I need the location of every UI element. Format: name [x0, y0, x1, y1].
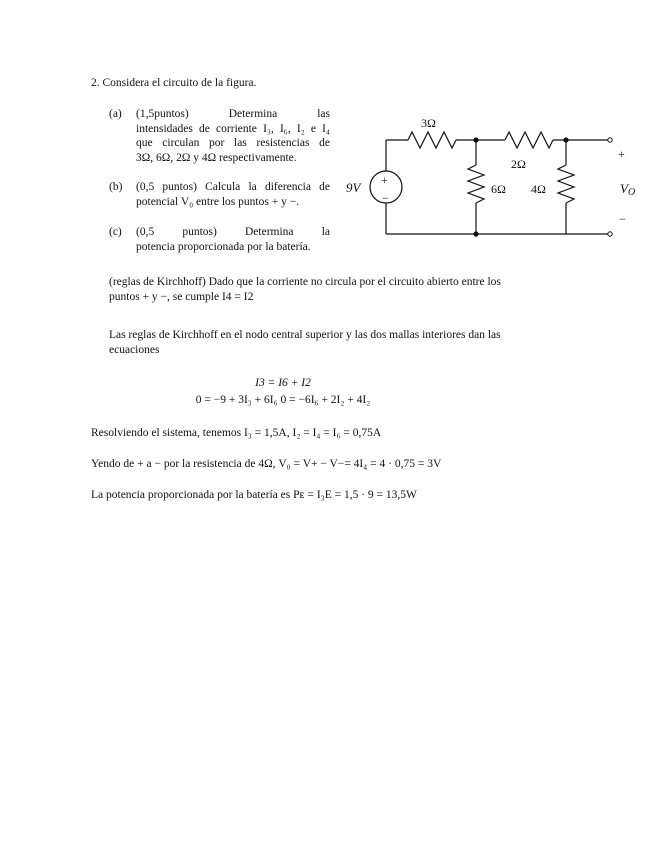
problem-number: 2.: [91, 77, 100, 89]
label-source: 9V: [346, 180, 361, 195]
problem-title: Considera el circuito de la figura.: [102, 77, 257, 89]
resistor-4ohm: [558, 165, 574, 203]
equation-2: 0 = −9 + 3I₃ + 6I₆ 0 = −6I₆ + 2I₂ + 4I₂: [195, 394, 371, 406]
part-a-tag: (a): [109, 108, 122, 120]
label-source-minus: −: [382, 191, 389, 205]
node-top-center: [473, 137, 478, 142]
part-b-line-1: (0,5 puntos) Calcula la diferencia de: [136, 181, 330, 193]
label-vout: VO: [620, 181, 635, 198]
part-a-line-3: que circulan por las resistencias de: [136, 137, 330, 149]
part-a-line-4: 3Ω, 6Ω, 2Ω y 4Ω respectivamente.: [136, 151, 297, 164]
terminal-plus: [608, 138, 612, 142]
part-c-line-1: (0,5 puntos) Determina la: [136, 226, 330, 238]
node-bottom-center: [473, 231, 478, 236]
resistor-6ohm: [468, 165, 484, 203]
resistor-3ohm: [408, 132, 456, 148]
label-source-plus: +: [381, 173, 388, 187]
circuit-diagram: [340, 110, 635, 242]
result-voltage: Yendo de + a − por la resistencia de 4Ω, V₀ = V+ − V−= 4I₄ = 4 · 0,75 = 3V: [91, 458, 442, 470]
part-c-tag: (c): [109, 226, 122, 238]
node-top-right: [563, 137, 568, 142]
part-b-tag: (b): [109, 181, 123, 193]
part-b-line-2: potencial V₀ entre los puntos + y −.: [136, 195, 300, 208]
label-out-plus: +: [618, 147, 625, 161]
label-2ohm: 2Ω: [511, 157, 526, 171]
label-4ohm: 4Ω: [531, 182, 546, 196]
result-currents: Resolviendo el sistema, tenemos I₃ = 1,5A, I₂ = I₄ = I₆ = 0,75A: [91, 427, 382, 439]
problem-heading: [91, 77, 256, 89]
equation-1: I3 = I6 + I2: [255, 377, 311, 389]
kirchhoff-intro-line-2: puntos + y −, se cumple I4 = I2: [109, 291, 254, 303]
result-power: La potencia proporcionada por la batería es Pᴇ = I₃E = 1,5 · 9 = 13,5W: [91, 489, 417, 501]
kirchhoff-intro-line-1: (reglas de Kirchhoff) Dado que la corriente no circula por el circuito abierto entre los: [109, 276, 501, 288]
part-c-line-2: potencia proporcionada por la batería.: [136, 240, 311, 253]
nodes-line-1: Las reglas de Kirchhoff en el nodo central superior y las dos mallas interiores dan las: [109, 329, 501, 341]
resistor-2ohm: [505, 132, 553, 148]
part-a-line-1: (1,5puntos) Determina las: [136, 108, 331, 120]
nodes-line-2: ecuaciones: [109, 344, 160, 356]
label-out-minus: −: [619, 212, 626, 226]
label-3ohm: 3Ω: [421, 116, 436, 130]
part-a-line-2: intensidades de corriente I₃, I₆, I₂ e I₄: [136, 122, 330, 135]
label-6ohm: 6Ω: [491, 182, 506, 196]
terminal-minus: [608, 232, 612, 236]
